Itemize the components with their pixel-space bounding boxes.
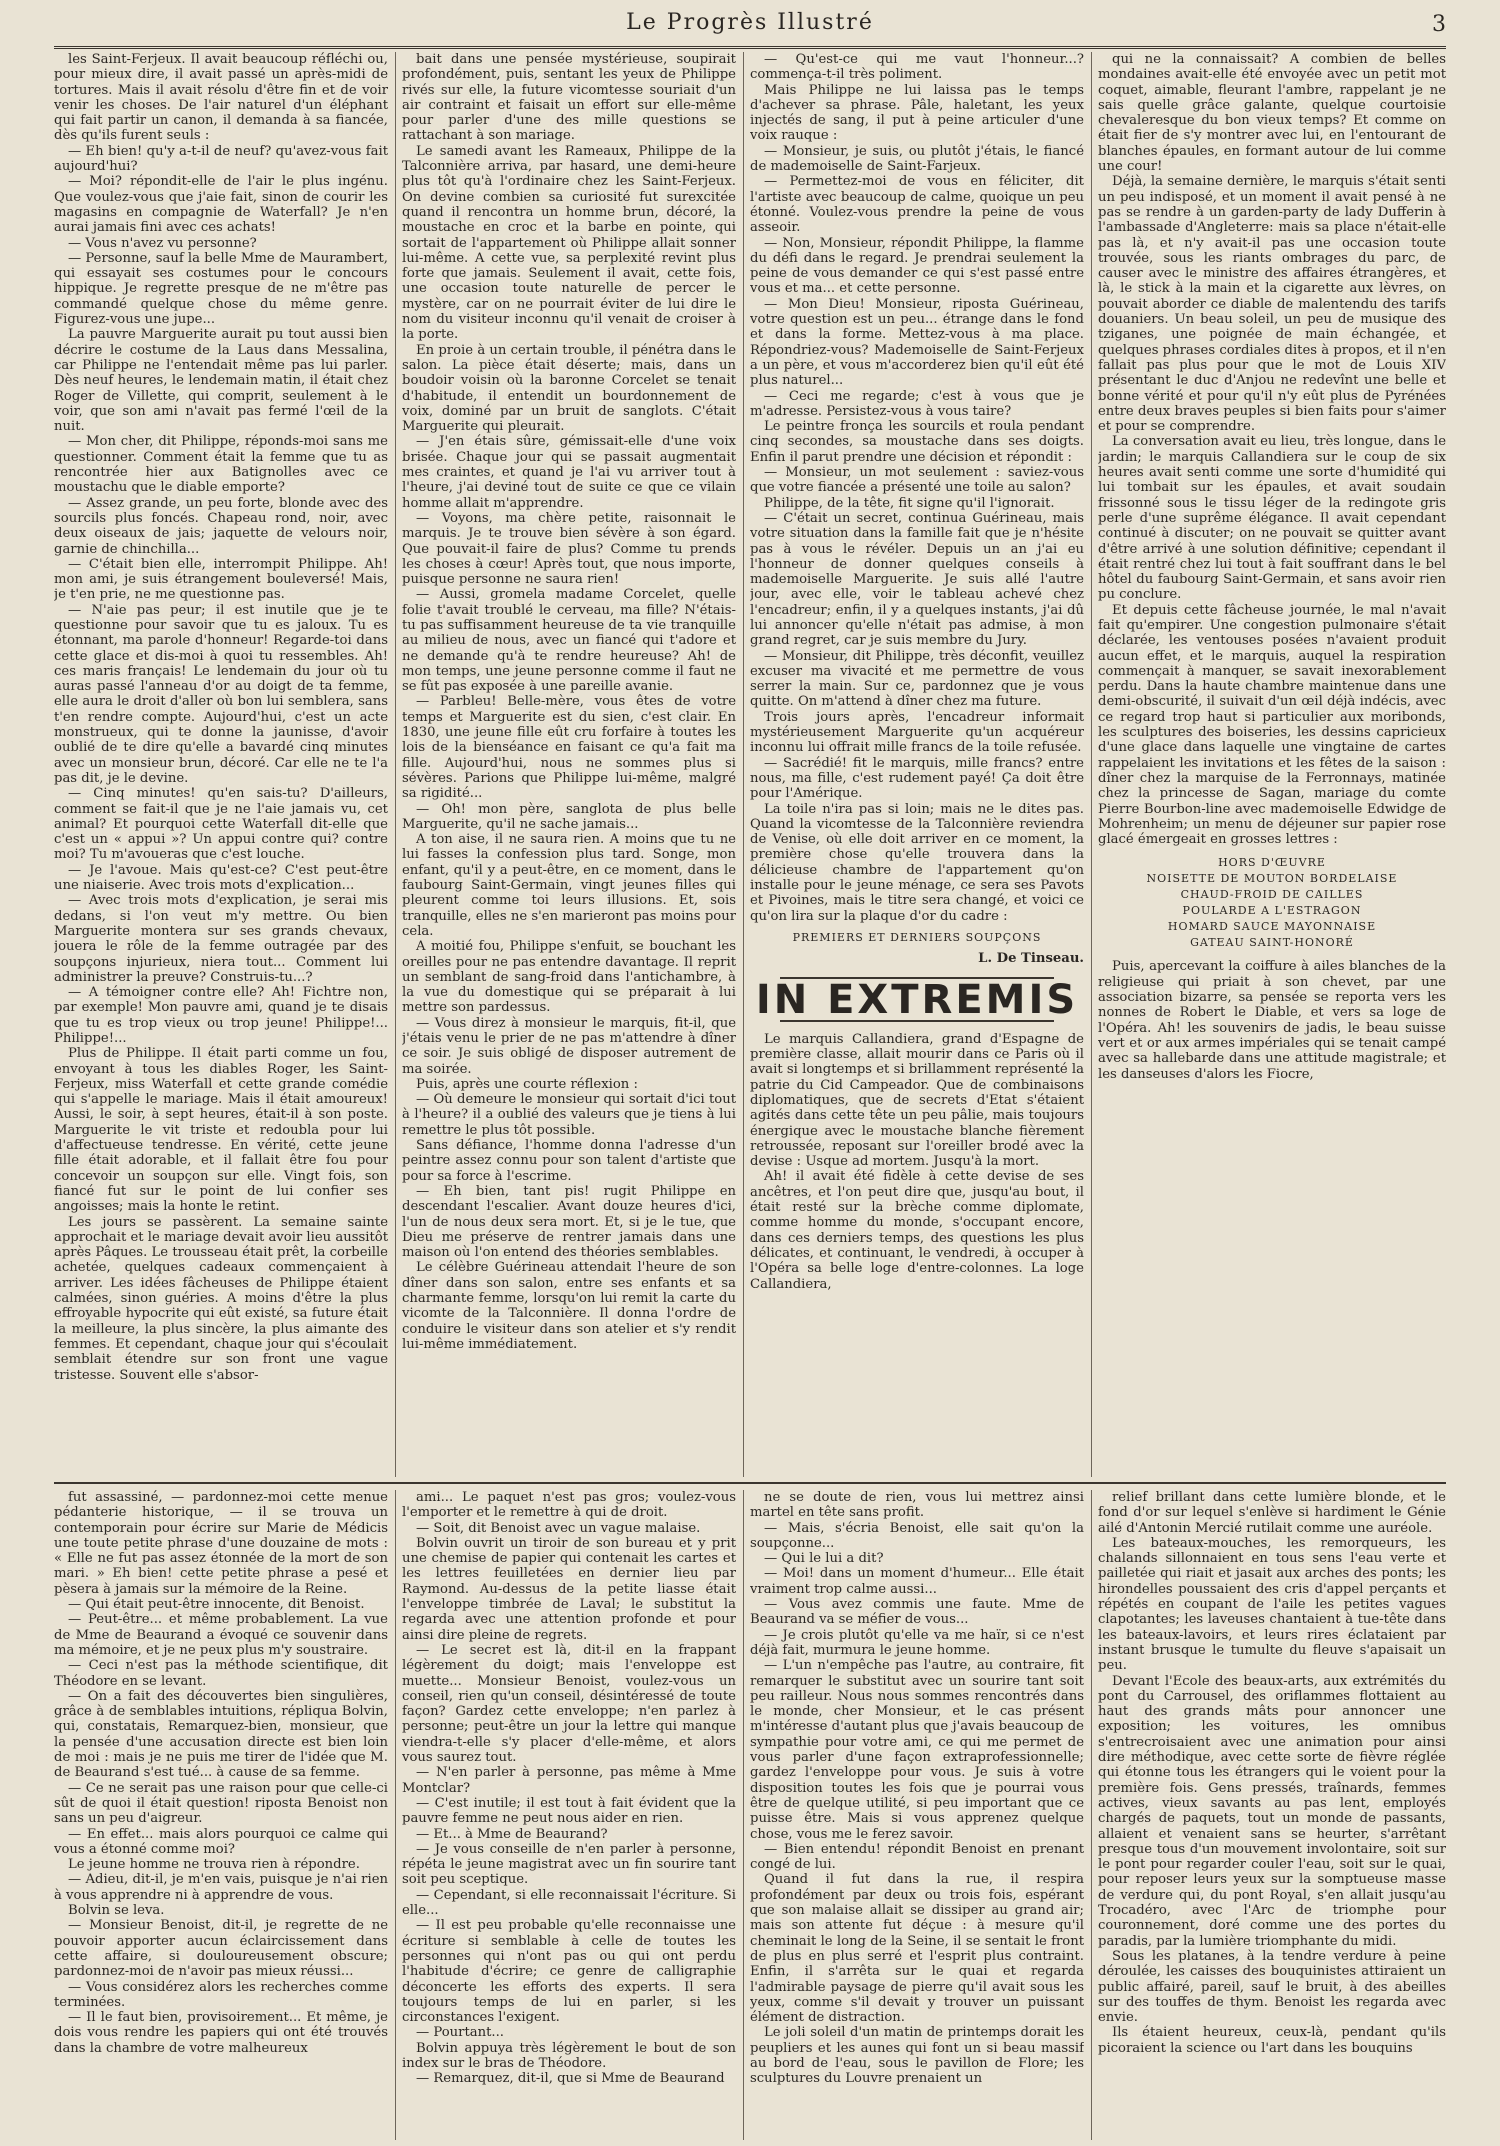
paragraph: — Voyons, ma chère petite, raisonnait le marquis. Je te trouve bien sévère à son égard. Que pouvait-il faire de plus? Comme tu prends les choses à cœur! Après tout, que nous importe, puisque personne ne saura rien!: [402, 510, 736, 588]
paragraph: — Vous considérez alors les recherches comme terminées.: [54, 1979, 388, 2010]
paragraph: Puis, après une courte réflexion :: [416, 1076, 638, 1092]
paragraph: Puis, apercevant la coiffure à ailes blanches de la religieuse qui priait à son chevet, par une association bizarre, sa pensée se reporta vers les nonnes de Robert le Diable, et vers sa loge de l'Opéra. Ah! les souvenirs de jadis, le beau suisse vert et or aux armes impériales qui se tenait campé avec sa hallebarde dans une attitude magistrale; et les danseuses d'alors les Fiocre,: [1098, 959, 1446, 1082]
paragraph: — Ceci me regarde; c'est à vous que je m'adresse. Persistez-vous à vous taire?: [750, 388, 1084, 419]
column-divider: [1091, 52, 1092, 1477]
paragraph: — Vous n'avez vu personne?: [68, 235, 257, 251]
paragraph: Sans défiance, l'homme donna l'adresse d'un peintre assez connu pour son talent d'artiste que pour sa force à l'escrime.: [402, 1138, 736, 1184]
paragraph: Bolvin ouvrit un tiroir de son bureau et y prit une chemise de papier qui contenait les cartes et les lettres feuilletées en dernier lieu par Raymond. Au-dessus de la petite liasse était l'enveloppe timbrée de Laval; le substitut la regarda avec une attention profonde et pour ainsi dire pleine de regrets.: [402, 1535, 736, 1643]
paragraph: — En effet... mais alors pourquoi ce calme qui vous a étonné comme moi?: [54, 1826, 388, 1857]
paragraph: — Permettez-moi de vous en féliciter, dit l'artiste avec beaucoup de calme, quoique un peu étonné. Voulez-vous prendre la peine de vous asseoir.: [750, 174, 1084, 236]
paragraph: — Monsieur Benoist, dit-il, je regrette de ne pouvoir apporter aucun éclaircissement dans cette affaire, si douloureusement obscure; pardonnez-moi de n'avoir pas mieux réussi...: [54, 1918, 388, 1980]
paragraph: Le joli soleil d'un matin de printemps dorait les peupliers et les aunes qui font un si beau massif au bord de l'eau, sous le pavillon de Flore; les sculptures du Louvre prenaient un: [750, 2025, 1084, 2087]
paragraph: — Qu'est-ce qui me vaut l'honneur...? commença-t-il très poliment.: [750, 52, 1084, 83]
painting-caption: PREMIERS ET DERNIERS SOUPÇONS: [792, 930, 1042, 944]
paragraph: — Monsieur, dit Philippe, très déconfit, veuillez excuser ma vivacité et me permettre de vous serrer la main. Sur ce, pardonnez que je vous quitte. On m'attend à dîner chez ma future.: [750, 648, 1084, 710]
paragraph: — Ce ne serait pas une raison pour que celle-ci sût de quoi il était question! riposta Benoist non sans un peu d'aigreur.: [54, 1780, 388, 1827]
paragraph: — Il est peu probable qu'elle reconnaisse une écriture si semblable à celle de toutes les personnes qui n'ont pas ou qui ont perdu l'habitude d'écrire; ce genre de calligraphie déconcerte les efforts des experts. Il sera toujours temps de lui en parler, si les circonstances l'exigent.: [402, 1918, 736, 2026]
paragraph: — Vous direz à monsieur le marquis, fit-il, que j'étais venu le prier de ne pas m'attendre à dîner ce soir. Je suis obligé de disposer autrement de ma soirée.: [402, 1015, 736, 1077]
paragraph: Sous les platanes, à la tendre verdure à peine déroulée, les caisses des bouquinistes attiraient un public affairé, pareil, sauf le bruit, à des abeilles sur des touffes de thym. Benoist les regarda avec envie.: [1098, 1948, 1446, 2026]
paragraph: A moitié fou, Philippe s'enfuit, se bouchant les oreilles pour ne pas entendre davantage. Il reprit un semblant de sang-froid dans l'antichambre, à la vue du domestique qui se préparait à lui mettre son pardessus.: [402, 939, 736, 1016]
story-ending: [750, 52, 1084, 924]
paragraph: — Cependant, si elle reconnaissait l'écriture. Si elle...: [402, 1887, 736, 1919]
upper-section: [54, 52, 1446, 1477]
menu-item: NOISETTE DE MOUTON BORDELAISE: [1146, 872, 1398, 886]
lower-column-2: [402, 1490, 736, 2140]
paragraph: — Avec trois mots d'explication, je serai mis dedans, si l'on veut m'y mettre. Ou bien Marguerite montera sur ses grands chevaux, jouera le rôle de la femme outragée par des soupçons injurieux, niera tout... Comment lui administrer la preuve? Construis-tu...?: [54, 893, 388, 985]
newspaper-title: Le Progrès Illustré: [626, 10, 874, 35]
paragraph: Le peintre fronça les sourcils et roula pendant cinq secondes, sa moustache dans ses doigts. Enfin il parut prendre une décision et répondit :: [750, 419, 1084, 465]
paragraph: — Eh bien! qu'y a-t-il de neuf? qu'avez-vous fait aujourd'hui?: [54, 143, 388, 175]
lower-column-4: [1098, 1490, 1446, 2140]
paragraph: Le samedi avant les Rameaux, Philippe de la Talconnière arriva, par hasard, une demi-heure plus tôt qu'à l'ordinaire chez les Saint-Ferjeux. On devine combien sa curiosité fut surexcitée quand il rencontra un homme brun, décoré, la moustache en croc et la barbe en pointe, qui sortait de l'appartement où Philippe allait sonner lui-même. A cette vue, sa perplexité revint plus forte que jamais. Seulement il avait, cette fois, une occasion toute naturelle de percer le mystère, car on ne pourrait éviter de lui dire le nom du visiteur inconnu qu'il venait de croiser à la porte.: [402, 143, 736, 343]
column-divider: [395, 1490, 396, 2140]
paragraph: — Monsieur, un mot seulement : saviez-vous que votre fiancée a présenté une toile au salon?: [750, 465, 1084, 496]
column-divider: [395, 52, 396, 1477]
paragraph: — Eh bien, tant pis! rugit Philippe en descendant l'escalier. Avant douze heures d'ici, l'un de nous deux sera mort. Et, si je le tue, que Dieu me préserve de rentrer jamais dans une maison où l'on entend des théories semblables.: [402, 1183, 736, 1261]
menu-item: HOMARD SAUCE MAYONNAISE: [1167, 920, 1377, 934]
paragraph: — Qui le lui a dit?: [764, 1551, 884, 1567]
paragraph: — Personne, sauf la belle Mme de Maurambert, qui essayait ses costumes pour le concours hippique. Je regrette presque de ne m'être pas commandé quelque chose du même genre. Figurez-vous une jupe...: [54, 250, 388, 328]
paragraph: ne se doute de rien, vous lui mettrez ainsi martel en tête sans profit.: [750, 1490, 1084, 1521]
paragraph: fut assassiné, — pardonnez-moi cette menue pédanterie historique, — il se trouva un contemporain pour écrire sur Marie de Médicis une toute petite phrase d'une douzaine de mots : « Elle ne fut pas assez étonnée de la mort de son mari. » Eh bien! cette petite phrase a pesé et pèsera à jamais sur la mémoire de la Reine.: [54, 1490, 388, 1597]
upper-column-4: [1098, 52, 1446, 1477]
paragraph: — Je crois plutôt qu'elle va me haïr, si ce n'est déjà fait, murmura le jeune homme.: [750, 1627, 1084, 1658]
article-continued: [1098, 52, 1446, 847]
paragraph: — Aussi, gromela madame Corcelet, quelle folie t'avait troublé le cerveau, ma fille? N'étais-tu pas suffisamment heureuse de ta vie tranquille au milieu de nous, avec un fiancé qui t'adore et ne demande qu'à te rendre heureuse? Ah! de mon temps, une jeune personne comme il faut ne se fût pas exposée à une pareille avanie.: [402, 587, 736, 695]
paragraph: Et depuis cette fâcheuse journée, le mal n'avait fait qu'empirer. Une congestion pulmonaire s'était déclarée, les ventouses posées n'avaient produit aucun effet, et le marquis, auquel la respiration commençait à manquer, se savait inexorablement perdu. Dans la haute chambre maintenue dans une demi-obscurité, il suivait d'un œil déjà indécis, avec ce regard trop haut si particulier aux moribonds, les sculptures des boiseries, les dessins capricieux d'une glace dans laquelle une vingtaine de cartes rappelaient les invitations et les fêtes de la saison : dîner chez la marquise de la Ferronnays, matinée chez la princesse de Sagan, mariage du comte Pierre Bourbon-line avec mademoiselle Edwidge de Mohrenheim; un menu de déjeuner sur papier rose glacé émergeait en grosses lettres :: [1098, 602, 1446, 848]
paragraph: — Le secret est là, dit-il en la frappant légèrement du doigt; mais l'enveloppe est muette... Monsieur Benoist, voulez-vous un conseil, rien qu'un conseil, désintéressé de toute façon? Gardez cette enveloppe; n'en parlez à personne; peut-être un jour la lettre qui manque viendra-t-elle s'y placer d'elle-même, et alors vous saurez tout.: [402, 1642, 736, 1766]
paragraph: — Assez grande, un peu forte, blonde avec des sourcils plus foncés. Chapeau rond, noir, avec deux oiseaux de jais; jaquette de velours noir, garnie de chinchilla...: [54, 495, 388, 557]
paragraph: La toile n'ira pas si loin; mais ne le dites pas. Quand la vicomtesse de la Talconnière reviendra de Venise, où elle doit arriver en ce moment, la première chose qu'elle trouvera dans la délicieuse chambre de l'appartement qu'on installe pour le jeune ménage, ce sera ses Pavots et Pivoines, mais le titre sera changé, et voici ce qu'on lira sur la plaque d'or du cadre :: [750, 801, 1084, 924]
paragraph: — Mon Dieu! Monsieur, riposta Guérineau, votre question est un peu... étrange dans le fond et dans la forme. Mettez-vous à ma place. Répondriez-vous? Mademoiselle de Saint-Ferjeux a un père, et vous m'accorderez bien qu'il eût été plus naturel...: [750, 296, 1084, 389]
paragraph: Déjà, la semaine dernière, le marquis s'était senti un peu indisposé, et un moment il avait pensé à ne pas se rendre à un garden-party de lady Dufferin à l'ambassade d'Angleterre: mais sa place n'était-elle pas là, et n'y avait-il pas une occasion toute trouvée, sous les riants ombrages du parc, de causer avec le ministre des affaires étrangères, et là, le stick à la main et la cigarette aux lèvres, on pouvait aborder ce diable de malentendu des tarifs douaniers. Un beau soleil, un peu de musique des tziganes, une poignée de main échangée, et quelques phrases cordiales dites à propos, et il n'en fallait pas plus pour que le mot de Louis XIV présentant le duc d'Anjou ne redevînt une belle et bonne vérité et pour qu'il n'y eût plus de Pyrénées entre deux braves peuples si bien faits pour s'aimer et pour se comprendre.: [1098, 174, 1446, 435]
lunch-menu: [1098, 855, 1446, 951]
menu-item: HORS D'ŒUVRE: [1218, 856, 1326, 870]
paragraph: Ah! il avait été fidèle à cette devise de ses ancêtres, et l'on peut dire que, jusqu'au bout, il était resté sur la brèche comme diplomate, comme homme du monde, s'occupant encore, dans ces derniers temps, des questions les plus délicates, et continuant, le vendredi, à occuper à l'Opéra sa belle loge d'entre-colonnes. La loge Callandiera,: [750, 1169, 1084, 1292]
menu-item: GATEAU SAINT-HONORÉ: [1190, 936, 1354, 950]
paragraph: relief brillant dans cette lumière blonde, et le fond d'or sur lequel s'enlève si hardiment le Génie ailé d'Antonin Mercié rutilait comme une auréole.: [1098, 1490, 1446, 1536]
paragraph: Plus de Philippe. Il était parti comme un fou, envoyant à tous les diables Roger, les Saint-Ferjeux, miss Waterfall et cette grande comédie qui s'appelle le mariage. Mais il était amoureux! Aussi, le soir, à sept heures, était-il à son poste. Marguerite le vit triste et redoubla pour lui d'affectueuse tendresse. En vérité, cette jeune fille était adorable, et il fallait être fou pour concevoir un soupçon sur elle. Vingt fois, son fiancé fut sur le point de lui confier ses angoisses; mais la honte le retint.: [54, 1046, 388, 1215]
paragraph: — Adieu, dit-il, je m'en vais, puisque je n'ai rien à vous apprendre ni à apprendre de vous.: [54, 1872, 388, 1903]
paragraph: — Et... à Mme de Beaurand?: [416, 1826, 608, 1842]
paragraph: ami... Le paquet n'est pas gros; voulez-vous l'emporter et le remettre à qui de droit.: [402, 1490, 736, 1521]
paragraph: Les bateaux-mouches, les remorqueurs, les chalands sillonnaient en tous sens l'eau verte et pailletée qui riait et jasait aux arches des ponts; les hirondelles poussaient des cris d'appel perçants et répétés en coupant de l'aile les petites vagues clapotantes; les laveuses chantaient à tue-tête dans les bateaux-lavoirs, et leurs rires éclataient par instant brusque le tumulte du fleuve s'apaisait un peu.: [1098, 1535, 1446, 1674]
paragraph: Le marquis Callandiera, grand d'Espagne de première classe, allait mourir dans ce Paris où il avait si longtemps et si brillamment représenté la patrie du Cid Campeador. Que de combinaisons diplomatiques, que de secrets d'Etat s'étaient agités dans cette tête un peu pâlie, mais toujours énergique avec le moustache blanche fièrement retroussée, reposant sur l'oreiller brodé avec la devise : Usque ad mortem. Jusqu'à la mort.: [750, 1031, 1084, 1170]
paragraph: Bolvin appuya très légèrement le bout de son index sur le bras de Théodore.: [402, 2040, 736, 2071]
article-body: [750, 1032, 1084, 1292]
menu-item: CHAUD-FROID DE CAILLES: [1180, 888, 1364, 902]
paragraph: Philippe, de la tête, fit signe qu'il l'ignorait.: [764, 495, 1055, 511]
paragraph: — Peut-être... et même probablement. La vue de Mme de Beaurand a évoqué ce souvenir dans ma mémoire, et je ne peux plus m'y soustraire.: [54, 1612, 388, 1658]
menu-item: POULARDE A L'ESTRAGON: [1182, 904, 1362, 918]
paragraph: — Parbleu! Belle-mère, vous êtes de votre temps et Marguerite est du sien, c'est clair. En 1830, une jeune fille eût cru forfaire à toutes les lois de la bienséance en faisant ce qu'a fait ma fille. Aujourd'hui, nous ne sommes plus si sévères. Parions que Philippe lui-même, malgré sa rigidité...: [402, 694, 736, 802]
paragraph: La pauvre Marguerite aurait pu tout aussi bien décrire le costume de la Laus dans Messalina, car Philippe ne l'entendait même pas lui parler. Dès neuf heures, le lendemain matin, il était chez Roger de Villette, qui comprit, seulement à le voir, que son ami n'avait pas fermé l'œil de la nuit.: [54, 327, 388, 435]
paragraph: — C'est inutile; il est tout à fait évident que la pauvre femme ne peut nous aider en rien.: [402, 1795, 736, 1827]
upper-column-2: [402, 52, 736, 1477]
paragraph: Mais Philippe ne lui laissa pas le temps d'achever sa phrase. Pâle, haletant, les yeux injectés de sang, il put à peine articuler d'une voix rauque :: [750, 82, 1084, 144]
column-divider: [743, 1490, 744, 2140]
paragraph: — Il le faut bien, provisoirement... Et même, je dois vous rendre les papiers qui ont été trouvés dans la chambre de votre malheureux: [54, 2010, 388, 2056]
paragraph: — J'en étais sûre, gémissait-elle d'une voix brisée. Chaque jour qui se passait augmentait mes craintes, et quand je l'ai vu arriver tout à l'heure, j'ai deviné tout de suite ce que ce vilain homme allait m'apprendre.: [402, 434, 736, 511]
paragraph: — Ceci n'est pas la méthode scientifique, dit Théodore en se levant.: [54, 1658, 388, 1689]
paragraph: — N'aie pas peur; il est inutile que je te questionne pour savoir que tu es jaloux. Tu es étonnant, ma parole d'honneur! Regarde-toi dans cette glace et dis-moi à quoi tu ressembles. Ah! ces maris français! Le lendemain du jour où tu auras passé l'anneau d'or au doigt de ta femme, elle aura le droit d'aller où bon lui semblera, sans t'en rendre compte. Aujourd'hui, c'est un acte monstrueux, qui te donne la jaunisse, d'avoir oublié de te dire qu'elle a bavardé cinq minutes avec un monsieur brun, décoré. Car elle ne te l'a pas dit, je le devine.: [54, 602, 388, 786]
paragraph: — Qui était peut-être innocente, dit Benoist.: [68, 1597, 365, 1613]
paragraph: — Cinq minutes! qu'en sais-tu? D'ailleurs, comment se fait-il que je ne l'aie jamais vu, cet animal? Et pourquoi cette Waterfall dit-elle que c'est un « appui »? Un appui contre qui? contre moi? Tu m'avoueras que c'est louche.: [54, 786, 388, 863]
paragraph: — Vous avez commis une faute. Mme de Beaurand va se méfier de vous...: [750, 1597, 1084, 1628]
paragraph: — Remarquez, dit-il, que si Mme de Beaurand: [416, 2071, 725, 2087]
paragraph: Le jeune homme ne trouva rien à répondre.: [68, 1857, 360, 1873]
paragraph: — Mais, s'écria Benoist, elle sait qu'on la soupçonne...: [750, 1520, 1084, 1551]
paragraph: — Moi! dans un moment d'humeur... Elle était vraiment trop calme aussi...: [750, 1566, 1084, 1597]
upper-column-1: [54, 52, 388, 1477]
paragraph: Les jours se passèrent. La semaine sainte approchait et le mariage devait avoir lieu aussitôt après Pâques. Le trousseau était prêt, la corbeille achetée, quelques cadeaux commençaient à arriver. Les idées fâcheuses de Philippe étaient calmées, sinon guéries. A moins d'être la plus effroyable hypocrite qui eût existé, sa future était la meilleure, la plus sincère, la plus aimante des femmes. Et cependant, chaque jour qui s'écoulait semblait étendre sur son front une vague tristesse. Souvent elle s'absor-: [54, 1214, 388, 1383]
section-divider: [54, 1482, 1446, 1484]
article-headline: IN EXTREMIS: [755, 976, 1079, 1023]
paragraph: Quand il fut dans la rue, il respira profondément par deux ou trois fois, espérant que son malaise allait se dissiper au grand air; mais son attente fut déçue : à mesure qu'il cheminait le long de la Seine, il se sentait le front de plus en plus serré et l'esprit plus contraint. Enfin, il s'arrêta sur le quai et regarda l'admirable paysage de pierre qu'il avait sous les yeux, comme s'il devait y trouver un puissant élément de distraction.: [750, 1872, 1084, 2026]
paragraph: — Pourtant...: [416, 2025, 504, 2041]
page-number: 3: [1432, 12, 1446, 37]
article-continued-2: [1098, 959, 1446, 1081]
paragraph: — Sacrédié! fit le marquis, mille francs? entre nous, ma fille, c'est rudement payé! Ça doit être pour l'Amérique.: [750, 755, 1084, 802]
upper-column-3: [750, 52, 1084, 1477]
paragraph: — C'était un secret, continua Guérineau, mais votre situation dans la famille fait que je n'hésite pas à vous le révéler. Depuis un an j'ai eu l'honneur de donner quelques conseils à mademoiselle Marguerite. Je suis allé l'autre jour, avec elle, voir le tableau achevé chez l'encadreur; enfin, il y a quelques instants, j'ai dû lui annoncer qu'elle n'était pas admise, à mon grand regret, car je suis membre du Jury.: [750, 510, 1084, 649]
paragraph: — Je vous conseille de n'en parler à personne, répéta le jeune magistrat avec un fin sourire tant soit peu sceptique.: [402, 1841, 736, 1888]
paragraph: — Soit, dit Benoist avec un vague malaise.: [416, 1520, 701, 1536]
paragraph: — A témoigner contre elle? Ah! Fichtre non, par exemple! Mon pauvre ami, quand je te disais que tu es trop vieux ou trop jeune! Philippe!... Philippe!...: [54, 985, 388, 1046]
paragraph: — C'était bien elle, interrompit Philippe. Ah! mon ami, je suis étrangement bouleversé! Mais, je t'en prie, ne me questionne pas.: [54, 556, 388, 603]
paragraph: Bolvin se leva.: [68, 1903, 165, 1919]
paragraph: Devant l'Ecole des beaux-arts, aux extrémités du pont du Carrousel, des oriflammes flottaient au haut des grands mâts pour annoncer une exposition; les voitures, les omnibus s'entrecroisaient avec une animation pour ainsi dire méthodique, avec cette sorte de fièvre réglée qui étonne tous les étrangers qui le voient pour la première fois. Gens pressés, traînards, femmes actives, vieux savants au pas lent, employés chargés de paquets, tout un monde de passants, allaient et venaient sans se heurter, s'arrêtant presque tous d'un mouvement involontaire, soit sur le pont pour regarder couler l'eau, soit sur le quai, pour reposer leurs yeux sur la somptueuse masse de verdure qui, du pont Royal, s'en allait jusqu'au Trocadéro, avec l'Arc de triomphe pour couronnement, doré comme une des portes du paradis, par la lumière triomphante du midi.: [1098, 1673, 1446, 1949]
paragraph: Ils étaient heureux, ceux-là, pendant qu'ils picoraient la science ou l'art dans les bouquins: [1098, 2025, 1446, 2056]
column-divider: [1091, 1490, 1092, 2140]
paragraph: — Moi? répondit-elle de l'air le plus ingénu. Que voulez-vous que j'aie fait, sinon de courir les magasins en compagnie de Waterfall? Je n'en aurai jamais fini avec ces achats!: [54, 174, 388, 236]
paragraph: — Bien entendu! répondit Benoist en prenant congé de lui.: [750, 1841, 1084, 1873]
lower-section: [54, 1490, 1446, 2140]
paragraph: — L'un n'empêche pas l'autre, au contraire, fit remarquer le substitut avec un sourire tant soit peu railleur. Nous nous sommes rencontrés dans le monde, cher Monsieur, et le cas présent m'intéresse d'autant plus que j'avais beaucoup de sympathie pour votre ami, ce qui me permet de vous parler d'une façon extraprofessionnelle; gardez l'enveloppe pour vous. Je suis à votre disposition toutes les fois que je pourrai vous être de quelque utilité, si peu important que ce puisse être. Mais si vous apprenez quelque chose, vous me le ferez savoir.: [750, 1658, 1084, 1842]
paragraph: qui ne la connaissait? A combien de belles mondaines avait-elle été envoyée avec un petit mot coquet, aimable, fleurant l'ambre, rappelant je ne sais quelle grâce galante, quelque courtoisie chevaleresque du bon vieux temps? Et comme on était fier de s'y montrer avec lui, en l'entourant de blanches épaules, en formant autour de lui comme une cour!: [1098, 52, 1446, 175]
lower-column-1: [54, 1490, 388, 2140]
paragraph: Trois jours après, l'encadreur informait mystérieusement Marguerite qu'un acquéreur inconnu lui offrait mille francs de la toile refusée.: [750, 709, 1084, 756]
paragraph: Le célèbre Guérineau attendait l'heure de son dîner dans son salon, entre ses enfants et sa charmante femme, lorsqu'on lui remit la carte du vicomte de la Talconnière. Il donna l'ordre de conduire le visiteur dans son atelier et s'y rendit lui-même immédiatement.: [402, 1260, 736, 1352]
paragraph: — Non, Monsieur, répondit Philippe, la flamme du défi dans le regard. Je prendrai seulement la peine de vous demander ce qui s'est passé entre vous et ma... et cette personne.: [750, 235, 1084, 297]
lower-column-3: [750, 1490, 1084, 2140]
paragraph: — Oh! mon père, sanglota de plus belle Marguerite, qu'il ne sache jamais...: [402, 801, 736, 832]
masthead: [54, 6, 1446, 49]
paragraph: — Monsieur, je suis, ou plutôt j'étais, le fiancé de mademoiselle de Saint-Farjeux.: [750, 143, 1084, 175]
paragraph: les Saint-Ferjeux. Il avait beaucoup réfléchi ou, pour mieux dire, il avait passé un après-midi de tortures. Mais il avait résolu d'être fin et de voir venir les choses. De l'air naturel d'un éléphant qui fait partir un canon, il demanda à sa fiancée, dès qu'ils furent seuls :: [54, 52, 388, 144]
paragraph: — On a fait des découvertes bien singulières, grâce à de semblables intuitions, répliqua Bolvin, qui, constatais, Remarquez-bien, monsieur, que la pensée d'une accusation directe est bien loin de moi : mais je ne puis me tirer de l'idée que M. de Beaurand s'est tué... à cause de sa femme.: [54, 1688, 388, 1781]
paragraph: En proie à un certain trouble, il pénétra dans le salon. La pièce était déserte; mais, dans un boudoir voisin où la baronne Corcelet se tenait d'habitude, il entendit un bourdonnement de voix, dominé par un bruit de sanglots. C'était Marguerite qui pleurait.: [402, 342, 736, 435]
author-signature: L. De Tinseau.: [978, 951, 1084, 967]
paragraph: bait dans une pensée mystérieuse, soupirait profondément, puis, sentant les yeux de Philippe rivés sur elle, la future vicomtesse souriait d'un air contraint et faisait un effort sur elle-même pour parler d'une des mille questions se rattachant à son mariage.: [402, 52, 736, 144]
paragraph: — Mon cher, dit Philippe, réponds-moi sans me questionner. Comment était la femme que tu as rencontrée hier aux Batignolles avec ce moustachu que le diable emporte?: [54, 434, 388, 496]
paragraph: — Je l'avoue. Mais qu'est-ce? C'est peut-être une niaiserie. Avec trois mots d'explication...: [54, 862, 388, 894]
column-divider: [743, 52, 744, 1477]
paragraph: — N'en parler à personne, pas même à Mme Montclar?: [402, 1765, 736, 1796]
paragraph: La conversation avait eu lieu, très longue, dans le jardin; le marquis Callandiera sur le coup de six heures avait senti comme une sorte d'humidité qui lui tombait sur les épaules, et avait soudain frissonné sous le tissu léger de la redingote gris perle d'une suprême élégance. Il avait cependant continué à discuter; on ne pouvait se quitter avant d'être arrivé à une solution définitive; cependant il était rentré chez lui tout à fait souffrant dans le bel hôtel du faubourg Saint-Germain, et sans avoir rien pu conclure.: [1098, 434, 1446, 603]
paragraph: A ton aise, il ne saura rien. A moins que tu ne lui fasses la confession plus tard. Songe, mon enfant, qu'il y a peut-être, en ce moment, dans le faubourg Saint-Germain, vingt jeunes filles qui pleurent comme toi leurs illusions. Et, sois tranquille, elles ne s'en marieront pas moins pour cela.: [402, 832, 736, 939]
paragraph: — Où demeure le monsieur qui sortait d'ici tout à l'heure? il a oublié des valeurs que je tiens à lui remettre le plus tôt possible.: [402, 1092, 736, 1138]
